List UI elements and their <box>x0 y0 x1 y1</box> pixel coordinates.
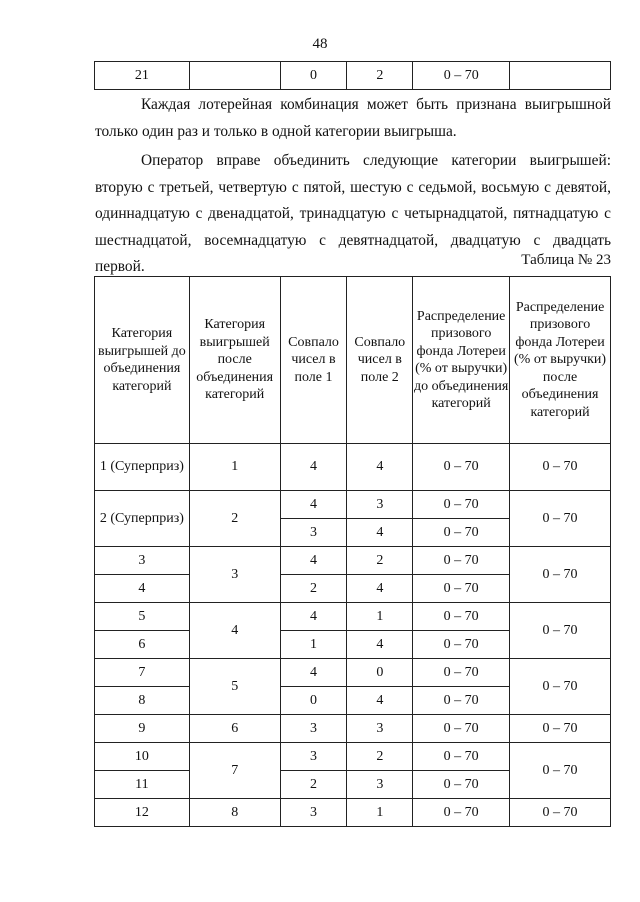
field1-matches: 3 <box>280 715 347 743</box>
field2-matches: 2 <box>347 547 413 575</box>
table-cell: 0 <box>280 62 347 90</box>
distribution-before: 0 – 70 <box>413 631 510 659</box>
field1-matches: 0 <box>280 687 347 715</box>
table-cell <box>510 62 611 90</box>
field2-matches: 3 <box>347 491 413 519</box>
distribution-before: 0 – 70 <box>413 547 510 575</box>
category-after: 7 <box>189 743 280 799</box>
category-before: 12 <box>95 799 190 827</box>
table-row <box>95 659 611 687</box>
category-before: 8 <box>95 687 190 715</box>
distribution-after: 0 – 70 <box>510 444 611 491</box>
field1-matches: 3 <box>280 519 347 547</box>
field1-matches: 2 <box>280 771 347 799</box>
page-number: 48 <box>312 36 328 52</box>
field2-matches: 1 <box>347 799 413 827</box>
table-row <box>95 62 611 90</box>
table-row <box>95 715 611 743</box>
distribution-after: 0 – 70 <box>510 743 611 799</box>
distribution-before: 0 – 70 <box>413 603 510 631</box>
category-before: 1 (Суперприз) <box>95 444 190 491</box>
distribution-before: 0 – 70 <box>413 771 510 799</box>
table-row <box>95 603 611 631</box>
category-before: 11 <box>95 771 190 799</box>
category-after: 5 <box>189 659 280 715</box>
distribution-before: 0 – 70 <box>413 444 510 491</box>
field1-matches: 3 <box>280 743 347 771</box>
field2-matches: 4 <box>347 687 413 715</box>
field2-matches: 4 <box>347 631 413 659</box>
category-before: 9 <box>95 715 190 743</box>
field2-matches: 4 <box>347 575 413 603</box>
distribution-after: 0 – 70 <box>510 491 611 547</box>
category-before: 10 <box>95 743 190 771</box>
field2-matches: 4 <box>347 444 413 491</box>
table-row <box>95 491 611 519</box>
table-row <box>95 743 611 771</box>
category-after: 3 <box>189 547 280 603</box>
field2-matches: 2 <box>347 743 413 771</box>
distribution-before: 0 – 70 <box>413 799 510 827</box>
field1-matches: 4 <box>280 659 347 687</box>
field2-matches: 3 <box>347 715 413 743</box>
category-before: 7 <box>95 659 190 687</box>
field2-matches: 0 <box>347 659 413 687</box>
category-before: 3 <box>95 547 190 575</box>
field2-matches: 1 <box>347 603 413 631</box>
column-header: Категория выигрышей после объединения категорий <box>189 277 280 444</box>
distribution-before: 0 – 70 <box>413 687 510 715</box>
category-before: 2 (Суперприз) <box>95 491 190 547</box>
category-before: 5 <box>95 603 190 631</box>
table-cell <box>189 62 280 90</box>
category-after: 6 <box>189 715 280 743</box>
distribution-before: 0 – 70 <box>413 743 510 771</box>
category-before: 4 <box>95 575 190 603</box>
table-row <box>95 799 611 827</box>
distribution-before: 0 – 70 <box>413 575 510 603</box>
field1-matches: 2 <box>280 575 347 603</box>
prize-categories-table <box>94 276 611 827</box>
table-caption: Таблица № 23 <box>521 252 611 268</box>
field2-matches: 4 <box>347 519 413 547</box>
category-before: 6 <box>95 631 190 659</box>
field1-matches: 4 <box>280 444 347 491</box>
column-header: Распределение призового фонда Лотереи (% от выручки) после объединения категорий <box>510 277 611 444</box>
distribution-after: 0 – 70 <box>510 799 611 827</box>
paragraph: Каждая лотерейная комбинация может быть признана выигрышной только один раз и только в одной категории выигрыша. <box>95 96 611 140</box>
table-cell: 0 – 70 <box>413 62 510 90</box>
field1-matches: 4 <box>280 547 347 575</box>
continued-table-row <box>94 61 611 90</box>
table-header-row <box>95 277 611 444</box>
column-header: Совпало чисел в поле 1 <box>280 277 347 444</box>
table-cell: 2 <box>347 62 413 90</box>
paragraph: Оператор вправе объединить следующие категории выигрышей: вторую с третьей, четвертую с пятой, шестую с седьмой, восьмую с девятой, одиннадцатую с двенадцатой, тринадцатую с четырнадцатой, пятнадцатую с шестнадцатой, восемнадцатую с девятнадцатой, двадцатую с двадцать первой. <box>95 152 611 275</box>
field1-matches: 4 <box>280 491 347 519</box>
distribution-before: 0 – 70 <box>413 659 510 687</box>
column-header: Распределение призового фонда Лотереи (% от выручки) до объединения категорий <box>413 277 510 444</box>
column-header: Совпало чисел в поле 2 <box>347 277 413 444</box>
table-row <box>95 444 611 491</box>
field1-matches: 3 <box>280 799 347 827</box>
column-header: Категория выигрышей до объединения категорий <box>95 277 190 444</box>
distribution-before: 0 – 70 <box>413 491 510 519</box>
table-cell: 21 <box>95 62 190 90</box>
field1-matches: 4 <box>280 603 347 631</box>
table-row <box>95 547 611 575</box>
category-after: 1 <box>189 444 280 491</box>
distribution-after: 0 – 70 <box>510 603 611 659</box>
field2-matches: 3 <box>347 771 413 799</box>
category-after: 2 <box>189 491 280 547</box>
category-after: 4 <box>189 603 280 659</box>
field1-matches: 1 <box>280 631 347 659</box>
distribution-after: 0 – 70 <box>510 715 611 743</box>
distribution-before: 0 – 70 <box>413 519 510 547</box>
distribution-after: 0 – 70 <box>510 659 611 715</box>
distribution-after: 0 – 70 <box>510 547 611 603</box>
category-after: 8 <box>189 799 280 827</box>
distribution-before: 0 – 70 <box>413 715 510 743</box>
